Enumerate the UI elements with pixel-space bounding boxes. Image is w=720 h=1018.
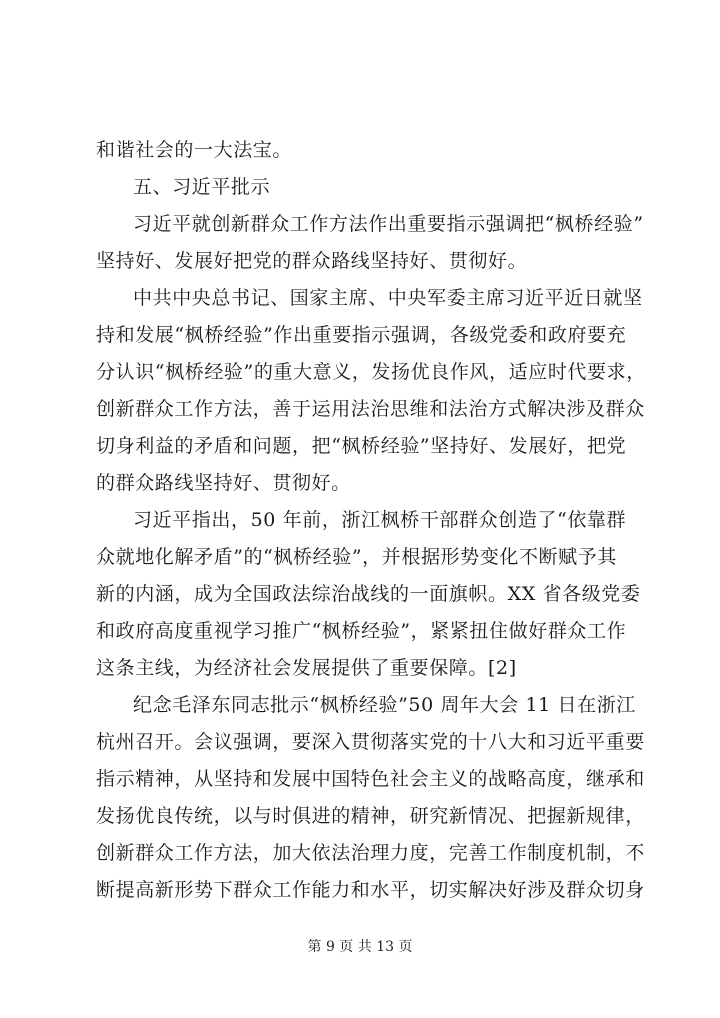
page-number-footer: 第 9 页 共 13 页	[307, 939, 413, 955]
text-line: 这条主线，为经济社会发展提供了重要保障。[2]	[96, 657, 517, 679]
text-line: 的群众路线坚持好、贯彻好。	[96, 472, 351, 494]
text-line: 和政府高度重视学习推广“枫桥经验”，紧紧扭住做好群众工作	[96, 620, 627, 642]
text-line: 和谐社会的一大法宝。	[96, 139, 293, 161]
text-line: 新的内涵，成为全国政法综治战线的一面旗帜。XX 省各级党委	[96, 583, 641, 605]
text-line: 坚持好、发展好把党的群众路线坚持好、贯彻好。	[96, 250, 528, 272]
text-line: 创新群众工作方法，善于运用法治思维和法治方式解决涉及群众	[96, 398, 645, 420]
text-line: 发扬优良传统，以与时俱进的精神，研究新情况、把握新规律，	[96, 805, 645, 827]
text-line: 习近平指出，50 年前，浙江枫桥干部群众创造了“依靠群	[133, 509, 627, 531]
text-line: 持和发展“枫桥经验”作出重要指示强调，各级党委和政府要充	[96, 324, 627, 346]
text-line: 杭州召开。会议强调，要深入贯彻落实党的十八大和习近平重要	[96, 731, 645, 753]
text-line: 习近平就创新群众工作方法作出重要指示强调把“枫桥经验”	[133, 213, 644, 235]
text-line: 创新群众工作方法，加大依法治理力度，完善工作制度机制，不	[96, 842, 645, 864]
text-line: 分认识“枫桥经验”的重大意义，发扬优良作风，适应时代要求，	[96, 361, 646, 383]
text-line: 断提高新形势下群众工作能力和水平，切实解决好涉及群众切身	[96, 879, 645, 901]
text-line: 纪念毛泽东同志批示“枫桥经验”50 周年大会 11 日在浙江	[133, 694, 636, 716]
text-line: 指示精神，从坚持和发展中国特色社会主义的战略高度，继承和	[96, 768, 645, 790]
text-line: 切身利益的矛盾和问题，把“枫桥经验”坚持好、发展好，把党	[96, 435, 627, 457]
section-heading: 五、习近平批示	[133, 176, 271, 198]
text-line: 中共中央总书记、国家主席、中央军委主席习近平近日就坚	[133, 287, 643, 309]
text-line: 众就地化解矛盾”的“枫桥经验”，并根据形势变化不断赋予其	[96, 546, 617, 568]
